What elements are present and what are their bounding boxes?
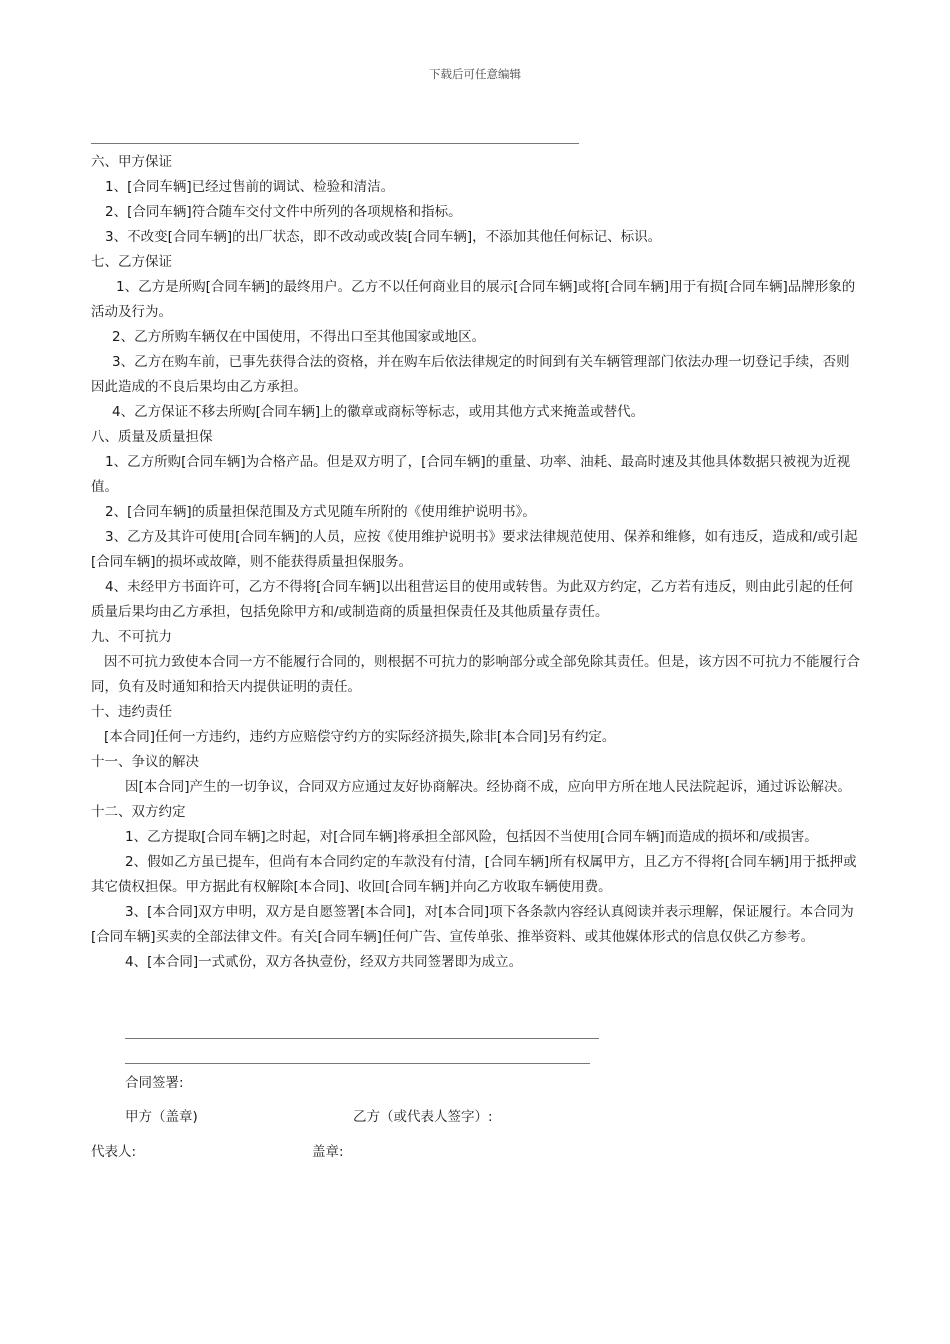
signature-divider-1 <box>125 1038 599 1039</box>
clause-10-1: [本合同]任何一方违约，违约方应赔偿守约方的实际经济损失,除非[本合同]另有约定。 <box>104 729 616 745</box>
clause-7-1: 1、乙方是所购[合同车辆]的最终用户。乙方不以任何商业目的展示[合同车辆]或将[合同车辆]用于有损[合同车辆]品牌形象的活动及行为。 <box>91 279 856 320</box>
clause-12-1: 1、乙方提取[合同车辆]之时起，对[合同车辆]将承担全部风险，包括因不当使用[合同车辆]而造成的损坏和/或损害。 <box>125 829 818 845</box>
section-title-8: 八、质量及质量担保 <box>91 429 213 445</box>
clause-6-3: 3、不改变[合同车辆]的出厂状态，即不改动或改装[合同车辆]，不添加其他任何标记、标识。 <box>105 229 662 245</box>
clause-8-2: 2、[合同车辆]的质量担保范围及方式见随车所附的《使用维护说明书》。 <box>105 504 536 520</box>
section-title-7: 七、乙方保证 <box>91 254 172 270</box>
clause-8-1: 1、乙方所购[合同车辆]为合格产品。但是双方明了，[合同车辆]的重量、功率、油耗、最高时速及其他具体数据只被视为近视值。 <box>91 454 851 495</box>
contract-body <box>91 150 863 975</box>
section-title-6: 六、甲方保证 <box>91 154 172 170</box>
party-b-sign-label: 乙方（或代表人签字）: <box>353 1109 493 1125</box>
clause-12-2: 2、假如乙方虽已提车，但尚有本合同约定的车款没有付清，[合同车辆]所有权属甲方，且乙方不得将[合同车辆]用于抵押或其它债权担保。甲方据此有权解除[本合同]、收回[合同车辆]并向乙方收取车辆使用费。 <box>91 854 857 895</box>
clause-6-1: 1、[合同车辆]已经过售前的调试、检验和清洁。 <box>105 179 395 195</box>
signature-divider-2 <box>125 1063 590 1064</box>
seal-label: 盖章: <box>312 1144 344 1160</box>
section-title-9: 九、不可抗力 <box>91 629 172 645</box>
section-title-10: 十、违约责任 <box>91 704 172 720</box>
clause-12-4: 4、[本合同]一式贰份，双方各执壹份，经双方共同签署即为成立。 <box>125 954 523 970</box>
clause-12-3: 3、[本合同]双方申明，双方是自愿签署[本合同]，对[本合同]项下各条款内容经认真阅读并表示理解，保证履行。本合同为[合同车辆]买卖的全部法律文件。有关[合同车辆]任何广告、宣传单张、推举资料、或其他媒体形式的信息仅供乙方参考。 <box>91 904 854 945</box>
signature-heading: 合同签署: <box>125 1075 184 1091</box>
clause-8-3: 3、乙方及其许可使用[合同车辆]的人员，应按《使用维护说明书》要求法律规范使用、保养和维修，如有违反，造成和/或引起[合同车辆]的损坏或故障，则不能获得质量担保服务。 <box>91 529 858 570</box>
section-title-11: 十一、争议的解决 <box>91 754 199 770</box>
party-a-seal-label: 甲方（盖章) <box>125 1109 198 1125</box>
clause-8-4: 4、未经甲方书面许可，乙方不得将[合同车辆]以出租营运目的使用或转售。为此双方约定，乙方若有违反，则由此引起的任何质量后果均由乙方承担，包括免除甲方和/或制造商的质量担保责任及其他质量存责任。 <box>91 579 854 620</box>
clause-11-1: 因[本合同]产生的一切争议，合同双方应通过友好协商解决。经协商不成，应向甲方所在地人民法院起诉，通过诉讼解决。 <box>125 779 852 795</box>
clause-7-3: 3、乙方在购车前，已事先获得合法的资格，并在购车后依法律规定的时间到有关车辆管理部门依法办理一切登记手续，否则因此造成的不良后果均由乙方承担。 <box>91 354 850 395</box>
clause-9-1: 因不可抗力致使本合同一方不能履行合同的，则根据不可抗力的影响部分或全部免除其责任。但是，该方因不可抗力不能履行合同，负有及时通知和拾天内提供证明的责任。 <box>91 654 860 695</box>
representative-label: 代表人: <box>91 1144 137 1160</box>
clause-7-2: 2、乙方所购车辆仅在中国使用，不得出口至其他国家或地区。 <box>112 329 486 345</box>
section-title-12: 十二、双方约定 <box>91 804 186 820</box>
clause-7-4: 4、乙方保证不移去所购[合同车辆]上的徽章或商标等标志，或用其他方式来掩盖或替代。 <box>112 404 645 420</box>
top-divider <box>91 143 579 144</box>
header-note: 下载后可任意编辑 <box>429 67 521 81</box>
clause-6-2: 2、[合同车辆]符合随车交付文件中所列的各项规格和指标。 <box>105 204 462 220</box>
